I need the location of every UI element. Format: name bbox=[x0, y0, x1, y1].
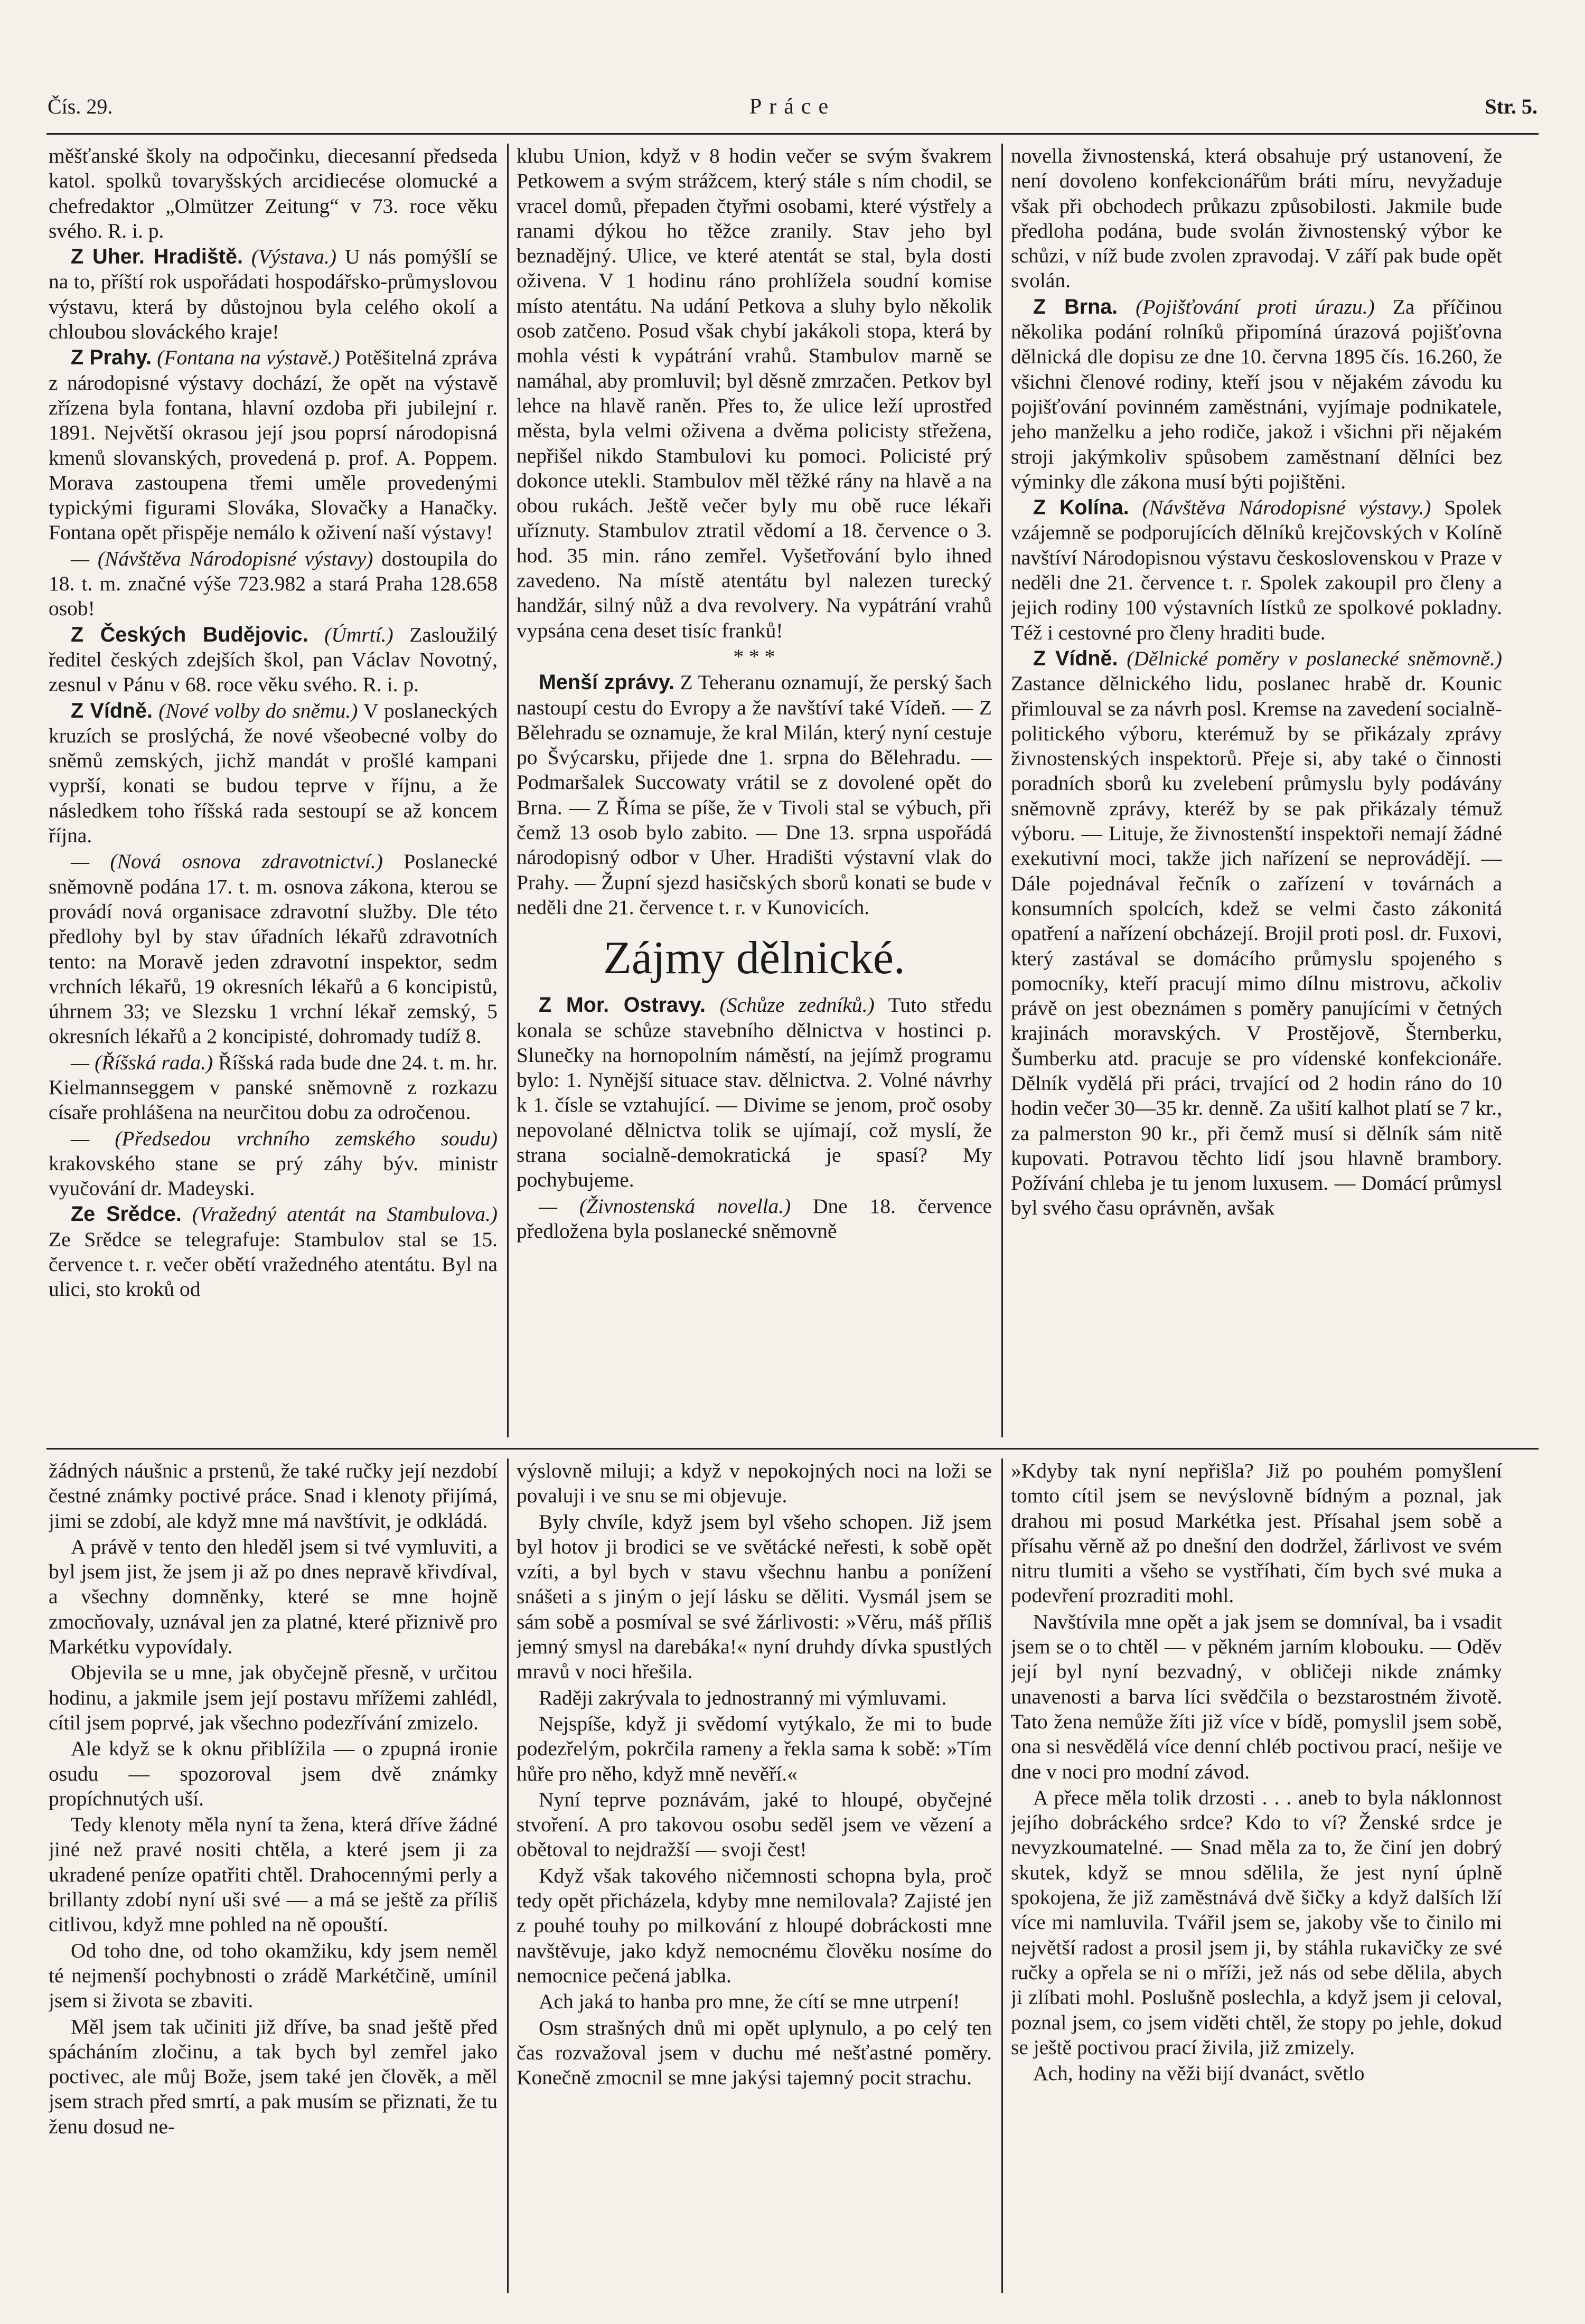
article-paragraph bbox=[49, 1126, 498, 1201]
article-topic: (Pojišťování proti úrazu.) bbox=[1136, 295, 1375, 318]
article-topic: — (Návštěva Národopisné výstavy) bbox=[71, 547, 373, 570]
article-paragraph bbox=[517, 1864, 992, 1988]
article-paragraph bbox=[1011, 1459, 1502, 1608]
article-location: Ze Srědce. bbox=[71, 1202, 182, 1226]
article-text: Zastance dělnického lidu, poslanec hrabě dr. Kounic přimlouval se za návrh posl. Kremse na zavedení socialně-politického výboru, kterémuž by se přikázaly zprávy živnostenských inspektorů. Přeje si, aby také o činnosti poradních sborů ku zvelebení průmyslu byly podávány sněmovně zprávy, kteréž by se pak přikázaly témuž výboru. — Lituje, že živnostenští inspektoři nemají žádné exekutivní moci, takže jich nařízení se neprovádějí. — Dále pojednával řečník o zařízení v továrnách a konsumních spolcích, kdež se velmi často zákonitá opatření a nařízení obcházejí. Brojil proti posl. dr. Fuxovi, který zastával se domácího průmyslu spojeného s pomocníky, kteří pracují mimo dílnu mistrovu, ačkoliv právě on jest obeznámen s poměry panujícími v četných krajinách moravských. V Prostějově, Šternberku, Šumberku atd. pracuje se pro vídenské konfekcionáře. Dělník vydělá při práci, trvající od 2 hodin ráno do 10 hodin večer 30—35 kr. denně. Za ušití kalhot platí se 7 kr., za palmerston 90 kr., při čemž musí si dělník sám nitě kupovati. Potravou těchto lidí jsou hlavně brambory. Požívání chleba je tu jenom luxusem. — Domácí průmysl byl svého času oprávněn, avšak bbox=[1011, 672, 1502, 1220]
article-text: Měl jsem tak učiniti již dříve, ba snad ještě před spácháním zločinu, a tak bych byl zemřel jako poctivec, ale můj Bože, jsem také jen člověk, a měl jsem strach před smrtí, a pak musím se přiznati, že tu ženu dosud ne- bbox=[49, 2015, 498, 2138]
article-paragraph bbox=[517, 1711, 992, 1786]
article-text: krakovského stane se prý záhy býv. ministr vyučování dr. Madeyski. bbox=[49, 1151, 498, 1200]
article-paragraph bbox=[1011, 295, 1502, 494]
article-paragraph bbox=[49, 1736, 498, 1811]
article-paragraph bbox=[517, 1194, 992, 1244]
article-text: Dne 18. července předložena byla poslanecké sněmovně bbox=[517, 1194, 992, 1243]
article-paragraph bbox=[517, 1989, 992, 2014]
article-text: »Kdyby tak nyní nepřišla? Již po pouhém pomyšlení tomto cítil jsem se nevýslovně bídným a poznal, jak drahou mi posud Markétka jest. Přísahal jsem sobě a přísahu věrně až po dnešní den dodržel, žárlivost ve svém nitru tlumiti a všeho se vystříhati, čím bych své muka a podevření prozraditi mohl. bbox=[1011, 1459, 1502, 1607]
feuilleton-column-1 bbox=[49, 1459, 498, 2293]
feuilleton-column-2 bbox=[517, 1459, 992, 2293]
article-text: Zasloužilý ředitel českých zdejších škol, pan Václav Novotný, zesnul v Pánu v 68. roce věku svého. R. i. p. bbox=[49, 623, 498, 697]
article-topic: (Úmrtí.) bbox=[324, 623, 393, 646]
article-text: Nyní teprve poznávám, jaké to hloupé, obyčejné stvoření. A pro takovou osobu seděl jsem ve vězení a obětoval to nejdražší — svoji čest! bbox=[517, 1787, 992, 1861]
article-paragraph bbox=[49, 1660, 498, 1735]
section-heading: Zájmy dělnické. bbox=[603, 933, 905, 984]
article-paragraph bbox=[49, 699, 498, 849]
article-text: V poslaneckých kruzích se proslýchá, že nové všeobecné volby do sněmů zemských, jichž mandát v prošlé kampani vyprší, konati se budou teprve v říjnu, a že následkem toho říšská rada sestoupí se až koncem října. bbox=[49, 699, 498, 848]
top-column-2 bbox=[517, 144, 992, 1437]
article-text: A právě v tento den hleděl jsem si tvé vymluviti, a byl jsem jist, že jsem ji až po dnes nepravě křivdíval, a všechny domněnky, které se mne hojně zmocňovaly, uznával jen za platné, které přiznivě pro Markétku vypovídaly. bbox=[49, 1535, 498, 1659]
article-paragraph bbox=[49, 1459, 498, 1533]
article-paragraph bbox=[49, 1812, 498, 1937]
article-location: Z Mor. Ostravy. bbox=[539, 993, 706, 1017]
article-paragraph bbox=[517, 1459, 992, 1509]
article-location: Z Vídně. bbox=[1033, 646, 1118, 670]
article-location: Z Vídně. bbox=[71, 699, 153, 722]
article-text: Potěšitelná zpráva z národopisné výstavy dochází, že opět na výstavě zřízena byla fontana, hlavní ozdoba při jubilejní r. 1891. Největší okrasou její jsou poprsí národopisná kmenů slovanských, provedená p. prof. A. Poppem. Morava zastoupena třemi uměle provedenými typickými figurami Slováka, Slovačky a Hanačky. Fontana opět přispěje nemálo k oživení naší výstavy! bbox=[49, 346, 498, 544]
article-topic: (Fontana na výstavě.) bbox=[157, 346, 340, 370]
article-text: Osm strašných dnů mi opět uplynulo, a po celý ten čas rozvažoval jsem v duchu mé nešťastné poměry. Konečně zmocnil se mne jakýsi tajemný pocit strachu. bbox=[517, 2016, 992, 2090]
article-paragraph bbox=[517, 1686, 992, 1710]
article-topic: (Dělnické poměry v poslanecké sněmovně.) bbox=[1127, 646, 1502, 670]
article-paragraph bbox=[517, 144, 992, 643]
article-location: Z Českých Budějovic. bbox=[71, 623, 308, 646]
article-paragraph bbox=[49, 547, 498, 622]
article-text: novella živnostenská, která obsahuje prý ustanovení, že není dovoleno konfekcionářům bráti míru, nevyžaduje však při obchodech průkazu způsobilosti. Jakmile bude předloha podána, bude svolán živnostenský výbor ke schůzi, v níž bude zvolen zpravodaj. V září pak bude opět svolán. bbox=[1011, 144, 1502, 293]
article-paragraph bbox=[1011, 646, 1502, 1221]
issue-number: Čís. 29. bbox=[48, 95, 113, 118]
article-topic: (Výstava.) bbox=[251, 245, 337, 269]
article-paragraph bbox=[1011, 2061, 1502, 2086]
article-topic: — (Říšská rada.) bbox=[71, 1050, 213, 1074]
article-paragraph bbox=[517, 1787, 992, 1862]
article-paragraph bbox=[517, 993, 992, 1192]
article-topic: — (Předsedou vrchního zemského soudu) bbox=[71, 1126, 498, 1150]
article-paragraph bbox=[517, 670, 992, 920]
article-text: Z Teheranu oznamují, že perský šach nastoupí cestu do Evropy a že navštíví také Vídeň. — Z Bělehradu se oznamuje, že kral Milán, který nyní cestuje po Švýcarsku, přijede dne 1. srpna do Bělehradu. — Podmaršalek Succowaty vrátil se z dovolené opět do Brna. — Z Říma se píše, že v Tivoli stal se výbuch, při čemž 13 osob bylo zabito. — Dne 13. srpna uspořádá národopisný odbor v Uher. Hradišti výstavní vlak do Prahy. — Župní sjezd hasičských sborů konati se bude v neděli dne 21. července t. r. v Kunovicích. bbox=[517, 671, 992, 919]
top-column-1 bbox=[49, 144, 498, 1437]
feuilleton-rule bbox=[46, 1448, 1539, 1450]
article-location: Z Brna. bbox=[1033, 295, 1118, 318]
article-location: Z Kolína. bbox=[1033, 496, 1129, 520]
article-paragraph bbox=[1011, 1610, 1502, 1784]
header-rule bbox=[46, 133, 1539, 135]
column-divider bbox=[507, 1459, 509, 2293]
article-text: měšťanské školy na odpočinku, diecesanní předseda katol. spolků tovaryšských arcidiecése olomucké a chefredaktor „Olmützer Zeitung“ v 73. roce věku svého. R. i. p. bbox=[49, 144, 498, 242]
article-paragraph bbox=[49, 1050, 498, 1125]
article-text: Ach jaká to hanba pro mne, že cítí se mne utrpení! bbox=[539, 1990, 960, 2013]
article-location: Z Prahy. bbox=[71, 346, 152, 370]
article-text: Spolek vzájemně se podporujících dělníků krejčovských v Kolíně navštíví Národopisnou výstavu československou v Praze v neděli dne 21. července t. r. Spolek zakoupil pro členy a jejich rodiny 100 výstavních lístků ze spolkové pokladny. Též i cestovné pro členy hraditi bude. bbox=[1011, 496, 1502, 644]
article-text: Raději zakrývala to jednostranný mi výmluvami. bbox=[539, 1686, 947, 1709]
article-topic: (Schůze zedníků.) bbox=[719, 993, 875, 1017]
article-paragraph bbox=[49, 623, 498, 698]
article-text: Ze Srědce se telegrafuje: Stambulov stal se 15. července t. r. večer obětí vražedného atentátu. Byl na ulici, sto kroků od bbox=[49, 1227, 498, 1301]
column-divider bbox=[507, 144, 509, 1437]
article-paragraph bbox=[1011, 144, 1502, 294]
article-text: U nás pomýšlí se na to, příští rok uspořádati hospodářsko-průmyslovou výstavu, která by důstojnou byla celého okolí a chloubou slováckého kraje! bbox=[49, 245, 498, 344]
column-divider bbox=[1001, 144, 1003, 1437]
newspaper-title: Práce bbox=[749, 95, 836, 119]
article-paragraph bbox=[49, 1535, 498, 1659]
article-text: Tedy klenoty měla nyní ta žena, která dříve žádné jiné než pravé nositi chtěla, a které jsem ji za ukradené peníze opatřiti chtěl. Drahocennými perly a brillanty zdobí nyní uši své — a má se ještě za příliš citlivou, když mne pohled na ně opouští. bbox=[49, 1813, 498, 1936]
feuilleton-column-3 bbox=[1011, 1459, 1502, 2293]
article-text: Objevila se u mne, jak obyčejně přesně, v určitou hodinu, a jakmile jsem její postavu mřížemi zahlédl, cítil jsem poprvé, jak všechno podezřívání zmizelo. bbox=[49, 1661, 498, 1734]
article-topic: (Nové volby do sněmu.) bbox=[158, 699, 358, 722]
article-paragraph bbox=[1011, 495, 1502, 645]
article-paragraph bbox=[49, 1939, 498, 2013]
article-text: Říšská rada bude dne 24. t. m. hr. Kielmannseggem v panské sněmovně z rozkazu císaře prohlášena na neurčitou dobu za odročenou. bbox=[49, 1050, 498, 1124]
article-paragraph bbox=[517, 2016, 992, 2091]
article-text: Tuto středu konala se schůze stavebního dělnictva v hostinci p. Slunečky na hornopolním náměstí, na jejímž programu bylo: 1. Nynější situace stav. dělnictva. 2. Volné návrhy k 1. čísle se vztahující. — Divime se jenom, proč osoby nepovolané dělnictva tolik se ujímají, což myslí, že strana socialně-demokratická je spasí? My pochybujeme. bbox=[517, 993, 992, 1192]
article-text: Poslanecké sněmovně podána 17. t. m. osnova zákona, kterou se provádí nová organisace zdravotní služby. Dle této předlohy byl by stav úřadních lékařů zdravotních tento: na Moravě jeden zdravotní inspektor, sedm vrchních lékařů, 19 okresních lékařů a 6 koncipistů, úhrnem 33; ve Slezsku 1 vrchní lékař zemský, 5 okresních lékařů a 2 koncipisté, dohromady tudíž 8. bbox=[49, 850, 498, 1048]
article-text: klubu Union, když v 8 hodin večer se svým švakrem Petkowem a svým strážcem, který stále s ním chodil, se vracel domů, přepaden čtyřmi osobami, které výstřely a ranami dýkou ho těžce zranily. Stav jeho byl beznadějný. Ulice, ve které atentát se stal, byla dosti oživena. V 1 hodinu ráno prohlížela soudní komise místo atentátu. Na udání Petkova a sluhy bylo několik osob zatčeno. Posud však chybí jakákoli stopa, která by mohla vésti k vypátrání vrahů. Stambulov marně se namáhal, aby promluvil; byl děsně zmrzačen. Petkov byl lehce na hlavě raněn. Přes to, že ulice leží uprostřed města, byla velmi oživena a dvěma policisty střežena, nepřišel nikdo Stambulovi ku pomoci. Policisté prý dokonce utekli. Stambulov měl těžké rány na hlavě a na obou rukách. Ještě večer byly mu obě ruce lékaři uříznuty. Stambulov ztratil vědomí a 18. července o 3. hod. 35 min. ráno zemřel. Vyšetřování bylo ihned zavedeno. Na místě atentátu byl nalezen turecký handžár, silný nůž a dva revolvery. Na vypátrání vrahů vypsána cena deset tisíc franků! bbox=[517, 144, 992, 642]
page-header bbox=[48, 94, 1537, 126]
article-text: Za příčinou několika podání rolníků připomíná úrazová pojišťovna dělnická dle dopisu ze dne 10. června 1895 čís. 16.260, že všichni členové rodiny, kteří jsou v nějakém závodu ku pojišťování povinném zaměstnáni, vyjímaje podnikatele, jeho manželku a jeho rodiče, jakož i všichni při nějakém stroji jakýmkoliv spůsobem zaměstnaní dělníci bez výminky dle zákona musí býti pojištěni. bbox=[1011, 295, 1502, 493]
article-topic: — (Nová osnova zdravotnictví.) bbox=[71, 850, 383, 873]
article-topic: — (Živnostenská novella.) bbox=[539, 1194, 791, 1218]
article-text: Nejspíše, když ji svědomí vytýkalo, že mi to bude podezřelým, pokrčila rameny a řekla sama k sobě: »Tím hůře pro něho, když mně nevěří.« bbox=[517, 1711, 992, 1785]
article-text: A přece měla tolik drzosti . . . aneb to byla náklonnost jejího dobráckého srdce? Kdo to ví? Ženské srdce je nevyzkoumatelné. — Snad měla za to, že činí jen dobrý skutek, když se mnou sdělila, že jest nyní úplně spokojena, že již zaměstnává dvě šičky a když dalších lží více mi namluvila. Tvářil jsem se, jakoby vše to činilo mi největší radost a prosil jsem ji, by stáhla rukavičky ze své ručky a opřela se ni o mříži, jež nás od sebe dělila, abych ji zlíbati mohl. Poslušně poslechla, a když jsem ji celoval, poznal jsem, co jsem viděti chtěl, že stopy po jehle, dokud se ještě poctivou prací živila, již zmizely. bbox=[1011, 1785, 1502, 2059]
article-paragraph bbox=[49, 345, 498, 545]
article-paragraph bbox=[517, 1510, 992, 1685]
article-text: Ach, hodiny na věži bijí dvanáct, světlo bbox=[1033, 2062, 1365, 2085]
article-paragraph bbox=[49, 2015, 498, 2139]
separator-stars: * * * bbox=[733, 644, 775, 668]
article-text: Navštívila mne opět a jak jsem se domníval, ba i vsadit jsem se o to chtěl — v pěkném jarním klobouku. — Oděv její byl nyní bezvadný, v obličeji nikde známky unavenosti a barva líci svědčila o bezstarostném životě. Tato žena nemůže žíti již více v bídě, pomyslil jsem sobě, ona si nesvědělá více denní chléb poctivou prací, nešije ve dne v noci pro modní závod. bbox=[1011, 1610, 1502, 1783]
top-column-3 bbox=[1011, 144, 1502, 1437]
article-paragraph bbox=[49, 849, 498, 1049]
article-text: Byly chvíle, když jsem byl všeho schopen. Již jsem byl hotov ji brodici se ve světácké neřesti, k sobě opět vzíti, a byl bych v stavu všechnu hanbu a ponížení snášeti a s jiným o její lásku se děliti. Vysmál jsem se sám sobě a posmíval se své žárlivosti: »Věru, máš příliš jemný smysl na darebáka!« nyní druhdy dívka spustlých mravů v noci hřešila. bbox=[517, 1510, 992, 1683]
article-location: Z Uher. Hradiště. bbox=[71, 245, 243, 269]
article-paragraph bbox=[1011, 1785, 1502, 2060]
article-text: Ale když se k oknu přiblížila — o zpupná ironie osudu — spozoroval jsem dvě známky propíchnutých uší. bbox=[49, 1737, 498, 1810]
article-topic: (Návštěva Národopisné výstavy.) bbox=[1142, 496, 1431, 520]
article-text: dostoupila do 18. t. m. značné výše 723.982 a stará Praha 128.658 osob! bbox=[49, 547, 498, 620]
article-text: výslovně miluji; a když v nepokojných noci na loži se povaluji i ve snu se mi objevuje. bbox=[517, 1459, 992, 1508]
article-location: Menší zprávy. bbox=[539, 671, 674, 694]
article-paragraph bbox=[49, 1202, 498, 1302]
article-text: žádných náušnic a prstenů, že také ručky její nezdobí čestné známky poctivé práce. Snad i klenoty přijímá, jimi se zdobí, ale když mne má navštívit, je odkládá. bbox=[49, 1459, 498, 1532]
article-text: Od toho dne, od toho okamžiku, kdy jsem neměl té nejmenší pochybnosti o zrádě Markétčině, umínil jsem si života se zbaviti. bbox=[49, 1939, 498, 2012]
article-paragraph bbox=[49, 144, 498, 243]
article-paragraph bbox=[49, 244, 498, 344]
article-text: Když však takového ničemnosti schopna byla, proč tedy opět přicházela, kdyby mne nemilovala? Zajisté jen z pouhé touhy po milkování z hloupé dobráckosti mne navštěvuje, jako když nemocnému člověku nosíme do nemocnice pečená jablka. bbox=[517, 1864, 992, 1987]
column-divider bbox=[1001, 1459, 1003, 2293]
article-topic: (Vražedný atentát na Stambulova.) bbox=[192, 1202, 498, 1226]
page-number: Str. 5. bbox=[1485, 95, 1537, 118]
